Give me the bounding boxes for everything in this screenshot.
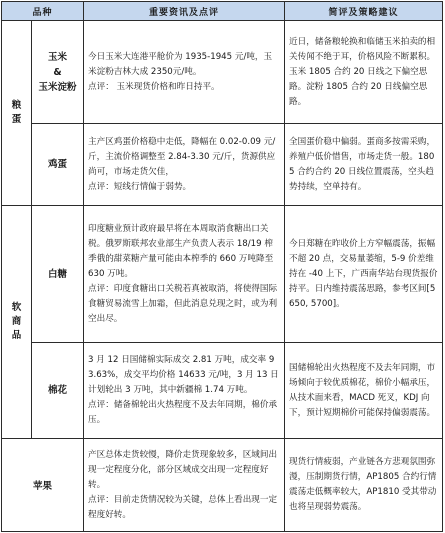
advice-text: 国储棉轮出火热程度不及去年同期，市场倾向于较优质棉花，棉价小幅承压，从技术面来看，MACD 死叉，KDJ 向下，预计短期棉价可能保持偏弱震荡。 [289,362,436,418]
market-commentary-table [1,1,443,532]
product-label: 棉花 [48,385,68,396]
table-header-row [2,2,443,21]
advice-text: 近日，储备粮轮换和临储玉米拍卖的相关传闻不绝于耳，价格风险不断累积。玉米 1805 合约 20 日线之下偏空思路。淀粉 1805 合约 20 日线偏空思路。 [289,36,436,107]
news-text: 主产区鸡蛋价格稳中走低，降幅在 0.02-0.09 元/斤，主流价格调整至 2.84-3.30 元/斤，货源供应尚可，市场走货欠佳， [88,136,276,177]
advice-cell [285,439,443,532]
product-label: & [53,66,62,78]
product-label: 玉米淀粉 [38,81,77,93]
advice-text: 今日郑糖在昨收价上方窄幅震荡，振幅不超 20 点，交易量萎缩，5-9 价差维持在 -40 上下，广西南华站台现货报价持平。日内维持震荡思路，参考区间[5650, 5700]。 [289,238,438,309]
product-cell [2,439,84,532]
table-row [2,439,443,532]
news-text: 今日玉米大连港平舱价为 1935-1945 元/吨，玉米淀粉吉林大成 2350元/吨。 [88,51,273,77]
product-cell [32,21,84,124]
news-text: 3 月 12 日国储棉实际成交 2.81 万吨，成交率 93.63%，成交平均价格 14633 元/吨，3 月 13 日计划轮出 3 万吨，其中新疆棉 1.74 万吨。 [88,355,279,395]
product-cell [32,343,84,439]
advice-cell [285,124,443,206]
advice-cell [285,343,443,439]
category-label: 软商品 [11,302,22,341]
product-label: 苹果 [33,481,53,492]
news-cell [84,206,285,343]
advice-cell [285,21,443,124]
news-cell [84,124,285,206]
news-comment: 点评：目前走货情况较为关键，总体上看出现一定程度好转。 [88,494,278,520]
table-row [2,21,443,124]
table-row [2,206,443,343]
news-comment: 点评：短线行情偏于弱势。 [88,181,192,192]
category-cell [2,206,32,439]
news-comment: 点评： 玉米现货价格和昨日持平。 [88,81,220,92]
news-text: 印度糖业预计政府最早将在本周取消食糖出口关税。俄罗斯联邦农业部生产负责人表示 18/19 榨季俄的甜菜糖产量可能由本榨季的 660 万吨降至 630 万吨。 [88,223,274,279]
product-label: 白糖 [48,268,68,280]
news-text: 产区总体走货较慢，降价走货现象较多，区域间出现一定程度分化，部分区域成交出现一定程度好转。 [88,449,278,490]
product-cell [32,206,84,343]
header-news: 重要资讯及点评 [84,2,285,21]
table-row [2,124,443,206]
news-comment: 点评：印度食糖出口关税若真被取消，将使得国际食糖贸易流雪上加霜，但此消息兑现之时，或为利空出尽。 [88,283,278,324]
category-label: 粮蛋 [11,100,22,125]
category-cell [2,21,32,206]
advice-cell [285,206,443,343]
product-cell [32,124,84,206]
table-row [2,343,443,439]
product-label: 鸡蛋 [48,159,68,170]
advice-text: 现货行情疲弱，产业链各方悲观氛围弥漫，压制期货行情，AP1805 合约行情震荡走低概率较大，AP1810 受其带动也将呈现弱势震荡。 [289,457,437,512]
product-label: 玉米 [48,51,68,63]
header-advice: 简评及策略建议 [285,2,443,21]
news-cell [84,439,285,532]
header-category: 品种 [2,2,84,21]
news-cell [84,343,285,439]
news-comment: 点评：储备棉轮出火热程度不及去年同期，棉价承压。 [88,400,278,425]
advice-text: 全国蛋价稳中偏弱。蛋商多按需采购，养殖户低价惜售，市场走货一般。1805 合约合约 20 日线位置震荡，空头趋势持续，空单持有。 [289,136,436,192]
news-cell [84,21,285,124]
